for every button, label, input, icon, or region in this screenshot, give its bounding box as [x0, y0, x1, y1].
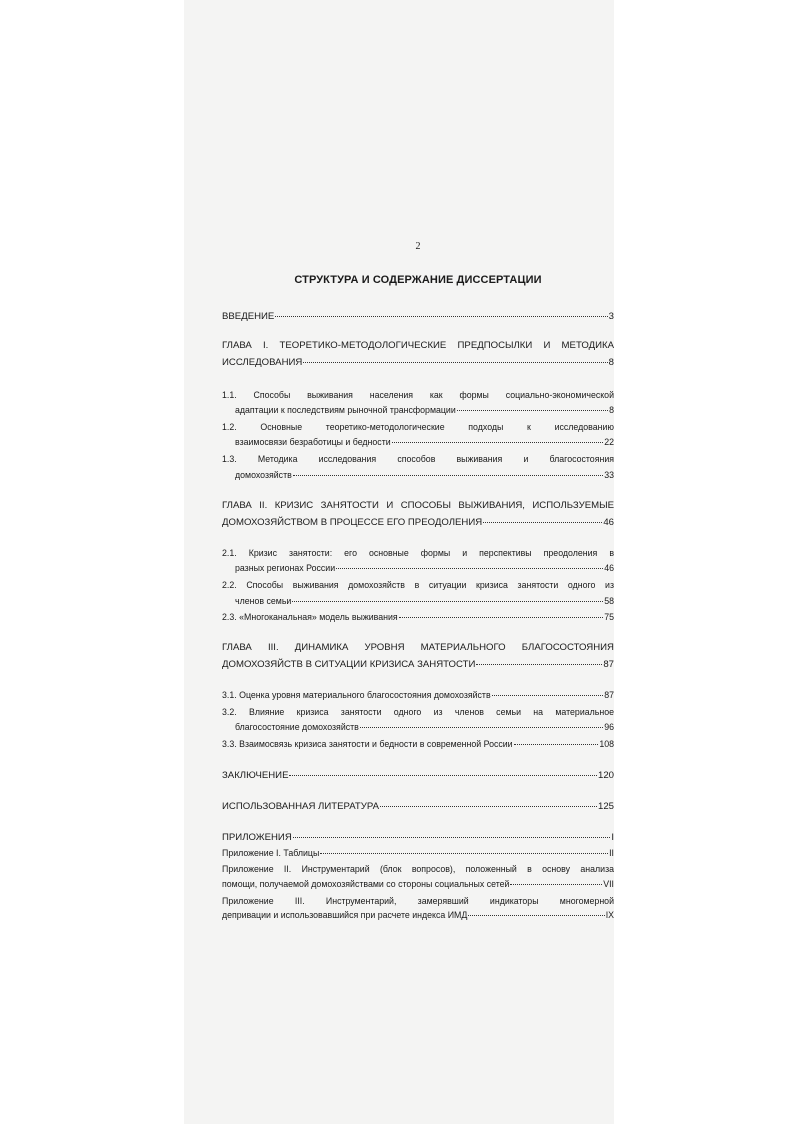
justified-text: 1.1. Способы выживания населения как формы социально-экономической [222, 390, 614, 400]
toc-section-3-2-line2[interactable] [235, 720, 614, 734]
toc-entry-text: адаптации к последствиям рыночной трансформации [235, 405, 456, 415]
toc-chapter-1-line1[interactable] [222, 339, 614, 353]
leader-dots [320, 846, 608, 854]
toc-chapter-2-line1[interactable] [222, 499, 614, 513]
toc-section-2-2-line2[interactable] [235, 594, 614, 608]
toc-section-2-2-line1[interactable] [222, 578, 614, 592]
toc-appendix-2-line1[interactable] [222, 862, 614, 876]
toc-section-2-1-line1[interactable] [222, 546, 614, 560]
toc-page-number: 3 [608, 311, 614, 322]
leader-dots [510, 877, 602, 885]
toc-page-number: 58 [604, 596, 614, 606]
toc-section-1-2-line1[interactable] [222, 420, 614, 434]
toc-section-1-3-line2[interactable] [235, 468, 614, 482]
toc-page-number: 33 [604, 470, 614, 480]
toc-appendix-1[interactable] [222, 846, 614, 860]
leader-dots [392, 435, 604, 443]
leader-dots [292, 594, 603, 602]
justified-text: Приложение II. Инструментарий (блок вопросов), положенный в основу анализа [222, 864, 614, 874]
toc-section-3-3[interactable] [222, 737, 614, 751]
leader-dots [492, 688, 604, 696]
toc-entry-text: ВВЕДЕНИЕ [222, 311, 275, 322]
toc-chapter-3-line1[interactable] [222, 641, 614, 655]
toc-chapter-1-line2[interactable] [222, 355, 614, 369]
toc-page-number: 87 [604, 690, 614, 700]
justified-text: 1.3. Методика исследования способов выживания и благосостояния [222, 454, 614, 464]
toc-page-number: 87 [603, 659, 614, 670]
toc-section-1-3-line1[interactable] [222, 452, 614, 466]
toc-page-number: 96 [604, 722, 614, 732]
toc-section-3-1[interactable] [222, 688, 614, 702]
leader-dots [275, 309, 607, 317]
toc-entry-text: ПРИЛОЖЕНИЯ [222, 832, 292, 843]
toc-entry-text: взаимосвязи безработицы и бедности [235, 437, 391, 447]
toc-chapter-2-line2[interactable] [222, 515, 614, 529]
toc-entry-text: домохозяйств [235, 470, 292, 480]
toc-section-1-1-line1[interactable] [222, 388, 614, 402]
leader-dots [457, 403, 608, 411]
toc-page-number: IX [605, 910, 614, 920]
leader-dots [476, 657, 602, 665]
toc-page-number: 8 [609, 405, 614, 415]
leader-dots [360, 720, 603, 728]
leader-dots [303, 355, 607, 363]
leader-dots [289, 768, 597, 776]
toc-entry-text: Приложение I. Таблицы [222, 848, 320, 858]
toc-appendix-2-line2[interactable] [222, 877, 614, 891]
toc-entry-appendices[interactable] [222, 830, 614, 844]
toc-entry-text: ДОМОХОЗЯЙСТВОМ В ПРОЦЕССЕ ЕГО ПРЕОДОЛЕНИЯ [222, 517, 483, 528]
toc-appendix-3-line1[interactable] [222, 894, 614, 908]
toc-page-number: 120 [597, 770, 614, 781]
toc-entry-text: 3.1. Оценка уровня материального благосостояния домохозяйств [222, 690, 491, 700]
toc-entry-text: ИСПОЛЬЗОВАННАЯ ЛИТЕРАТУРА [222, 801, 380, 812]
leader-dots [514, 737, 599, 745]
toc-page-number: 22 [604, 437, 614, 447]
justified-text: 1.2. Основные теоретико-методологические подходы к исследованию [222, 422, 614, 432]
toc-entry-text: 3.3. Взаимосвязь кризиса занятости и бедности в современной России [222, 739, 513, 749]
leader-dots [380, 799, 597, 807]
toc-entry-text: депривации и использовавшийся при расчете индекса ИМД [222, 910, 468, 920]
toc-section-1-2-line2[interactable] [235, 435, 614, 449]
page-number: 2 [415, 241, 421, 252]
toc-chapter-3-line2[interactable] [222, 657, 614, 671]
toc-entry-text: разных регионах России [235, 563, 336, 573]
toc-entry-text: членов семьи [235, 596, 292, 606]
toc-entry-text: ДОМОХОЗЯЙСТВ В СИТУАЦИИ КРИЗИСА ЗАНЯТОСТИ [222, 659, 476, 670]
page-title: СТРУКТУРА И СОДЕРЖАНИЕ ДИССЕРТАЦИИ [294, 274, 542, 286]
toc-entry-literature[interactable] [222, 799, 614, 813]
toc-page-number: 8 [608, 357, 614, 368]
toc-entry-text: ИССЛЕДОВАНИЯ [222, 357, 303, 368]
leader-dots [468, 908, 604, 916]
toc-page-number: 75 [604, 612, 614, 622]
justified-text: ГЛАВА II. КРИЗИС ЗАНЯТОСТИ И СПОСОБЫ ВЫЖИВАНИЯ, ИСПОЛЬЗУЕМЫЕ [222, 500, 614, 511]
toc-page-number: I [611, 832, 614, 843]
toc-page-number: II [609, 848, 614, 858]
justified-text: Приложение III. Инструментарий, замерявший индикаторы многомерной [222, 896, 614, 906]
leader-dots [483, 515, 602, 523]
leader-dots [293, 468, 603, 476]
toc-page-number: 46 [603, 517, 614, 528]
toc-entry-text: помощи, получаемой домохозяйствами со стороны социальных сетей [222, 879, 510, 889]
leader-dots [399, 610, 604, 618]
toc-section-1-1-line2[interactable] [235, 403, 614, 417]
justified-text: ГЛАВА III. ДИНАМИКА УРОВНЯ МАТЕРИАЛЬНОГО БЛАГОСОСТОЯНИЯ [222, 642, 614, 653]
justified-text: 2.2. Способы выживания домохозяйств в ситуации кризиса занятости одного из [222, 580, 614, 590]
toc-appendix-3-line2[interactable] [222, 908, 614, 922]
toc-entry-conclusion[interactable] [222, 768, 614, 782]
toc-entry-text: ЗАКЛЮЧЕНИЕ [222, 770, 289, 781]
justified-text: 2.1. Кризис занятости: его основные формы и перспективы преодоления в [222, 548, 614, 558]
leader-dots [293, 830, 611, 838]
justified-text: ГЛАВА I. ТЕОРЕТИКО-МЕТОДОЛОГИЧЕСКИЕ ПРЕДПОСЫЛКИ И МЕТОДИКА [222, 340, 614, 351]
toc-page-number: VII [603, 879, 614, 889]
toc-page-number: 46 [604, 563, 614, 573]
leader-dots [336, 561, 603, 569]
toc-page-number: 125 [597, 801, 614, 812]
toc-entry-text: 2.3. «Многоканальная» модель выживания [222, 612, 398, 622]
toc-page-number: 108 [599, 739, 614, 749]
toc-entry-intro[interactable] [222, 309, 614, 323]
toc-section-2-1-line2[interactable] [235, 561, 614, 575]
toc-entry-text: благосостояние домохозяйств [235, 722, 359, 732]
toc-section-3-2-line1[interactable] [222, 705, 614, 719]
toc-section-2-3[interactable] [222, 610, 614, 624]
justified-text: 3.2. Влияние кризиса занятости одного из членов семьи на материальное [222, 707, 614, 717]
